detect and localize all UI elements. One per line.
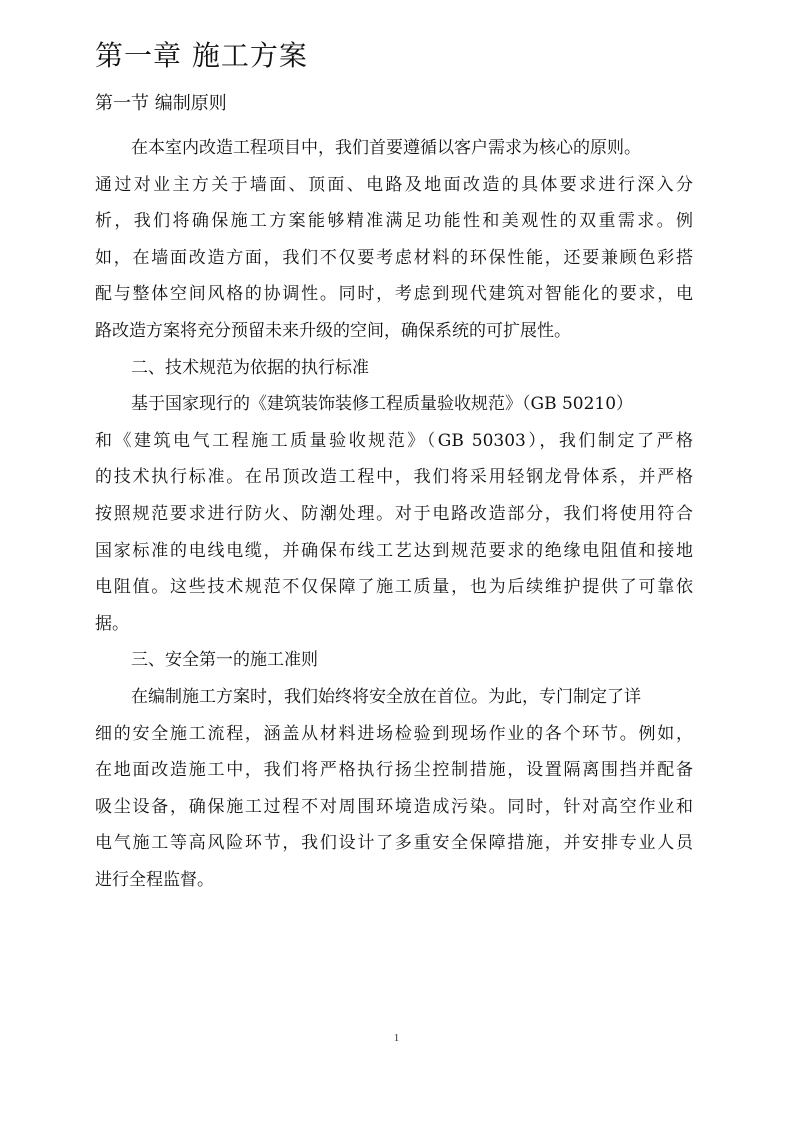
text-line: 按照规范要求进行防火、防潮处理。对于电路改造部分，我们将使用符合 [95,503,693,524]
text-line: 电气施工等高风险环节，我们设计了多重安全保障措施，并安排专业人员 [95,833,693,854]
subheading-technical-standards: 二、技术规范为依据的执行标准 [131,357,369,378]
text-line: 吸尘设备，确保施工过程不对周围环境造成污染。同时，针对高空作业和 [95,796,693,817]
text-line: 国家标准的电线电缆，并确保布线工艺达到规范要求的绝缘电阻值和接地 [95,540,693,561]
text-line: 细的安全施工流程，涵盖从材料进场检验到现场作业的各个环节。例如， [95,723,693,744]
text-line: 在本室内改造工程项目中，我们首要遵循以客户需求为核心的原则。 [131,138,641,158]
text-line: 析，我们将确保施工方案能够精准满足功能性和美观性的双重需求。例 [95,211,693,232]
document-page [95,36,693,898]
body-text [95,130,693,898]
text-line: 通过对业主方关于墙面、顶面、电路及地面改造的具体要求进行深入分 [95,174,693,195]
text-line: 在地面改造施工中，我们将严格执行扬尘控制措施，设置隔离围挡并配备 [95,760,693,781]
text-line: 据。 [95,613,129,634]
text-line: 和《建筑电气工程施工质量验收规范》（GB 50303），我们制定了严格 [95,430,693,451]
chapter-title: 第一章 施工方案 [95,39,308,72]
text-line: 进行全程监督。 [95,869,214,890]
text-line: 配与整体空间风格的协调性。同时，考虑到现代建筑对智能化的要求，电 [95,284,693,305]
text-line: 的技术执行标准。在吊顶改造工程中，我们将采用轻钢龙骨体系，并严格 [95,467,693,488]
text-line: 如，在墙面改造方面，我们不仅要考虑材料的环保性能，还要兼顾色彩搭 [95,247,693,268]
subheading-safety-first: 三、安全第一的施工准则 [131,650,318,671]
page-number: 1 [393,1032,400,1044]
text-line: 基于国家现行的《建筑装饰装修工程质量验收规范》（GB 50210） [131,394,634,415]
text-line: 在编制施工方案时，我们始终将安全放在首位。为此，专门制定了详 [131,686,641,707]
section-title: 第一节 编制原则 [95,93,227,114]
text-line: 电阻值。这些技术规范不仅保障了施工质量，也为后续维护提供了可靠依 [95,577,693,598]
text-line: 路改造方案将充分预留未来升级的空间，确保系统的可扩展性。 [95,320,571,341]
